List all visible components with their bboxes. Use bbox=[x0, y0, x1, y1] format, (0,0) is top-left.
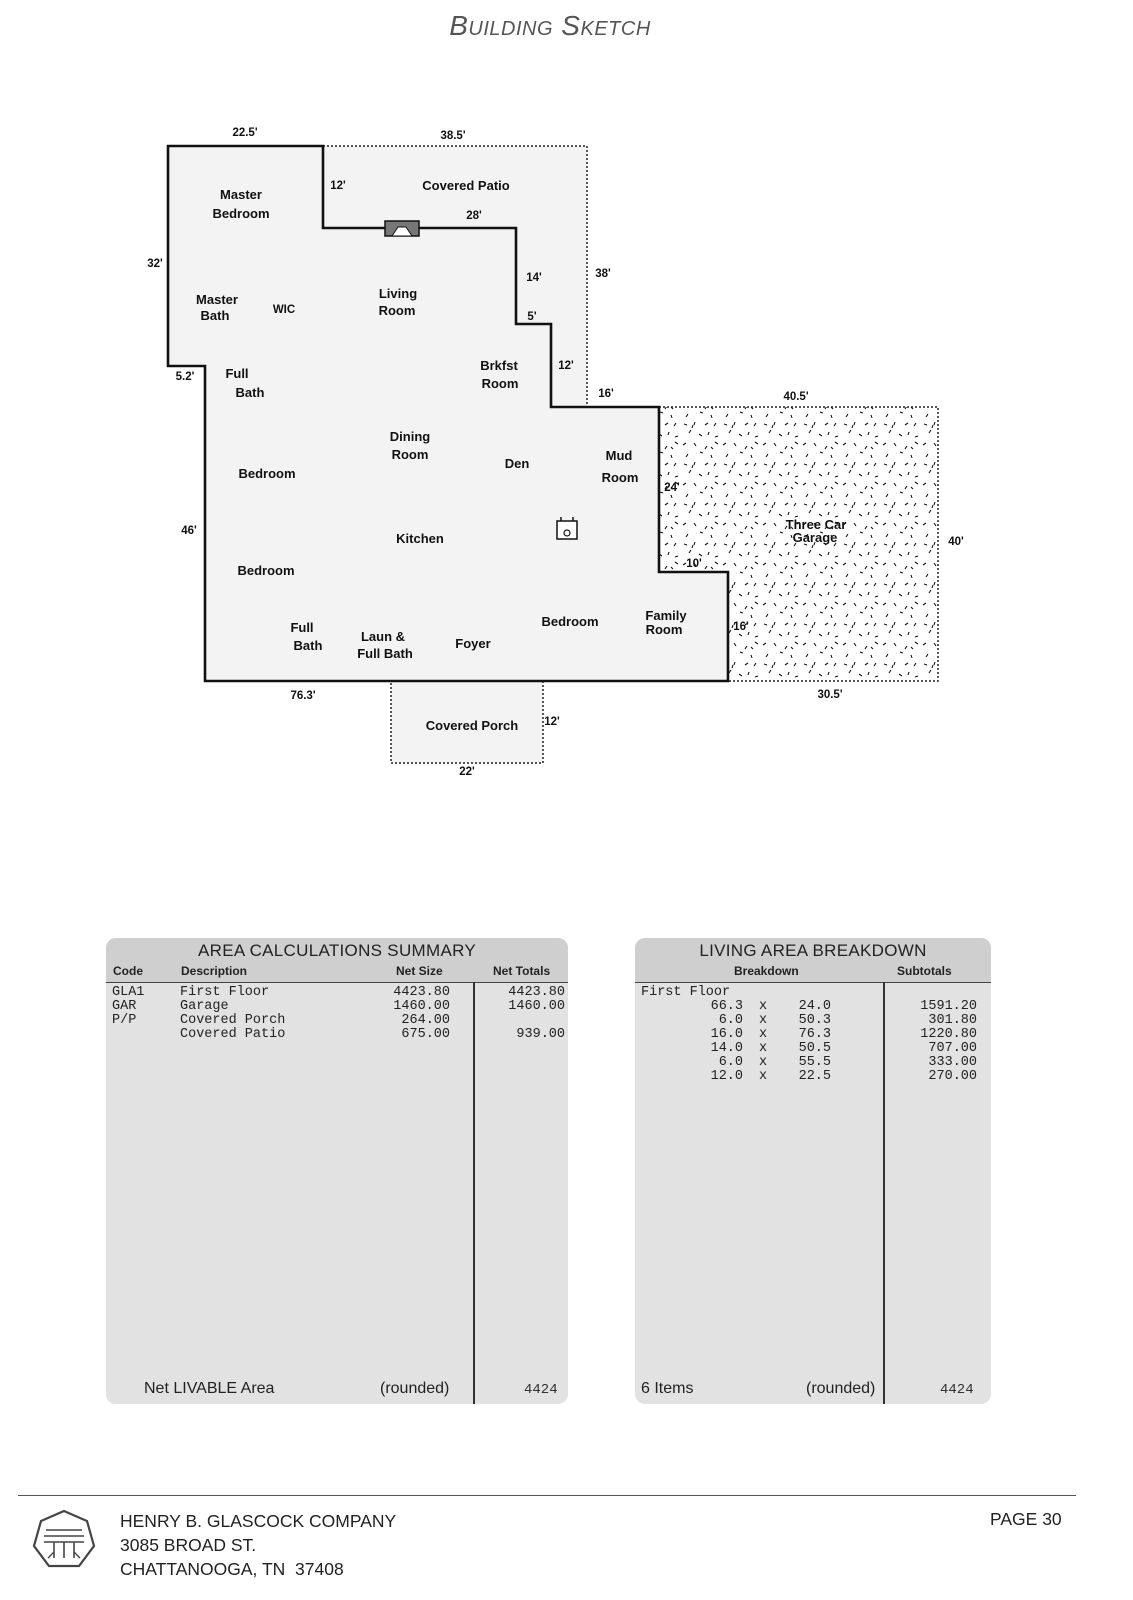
dimension-label: 12' bbox=[558, 360, 574, 372]
rounded-label: (rounded) bbox=[806, 1380, 876, 1397]
table-row bbox=[106, 986, 568, 1000]
room-label: Full bbox=[290, 620, 314, 635]
row-a: 14.0 bbox=[710, 1041, 743, 1056]
area-calculations-panel bbox=[106, 938, 568, 1404]
row-b: 24.0 bbox=[798, 999, 831, 1014]
row-a: 66.3 bbox=[710, 999, 743, 1014]
table-row bbox=[106, 1014, 568, 1028]
room-label: Full Bath bbox=[357, 646, 413, 661]
row-x: x bbox=[759, 1055, 768, 1070]
room-label: Bedroom bbox=[212, 206, 270, 221]
area-calculations-title: AREA CALCULATIONS SUMMARY bbox=[198, 941, 476, 960]
table-row bbox=[106, 1028, 568, 1042]
dimension-label: 12' bbox=[544, 716, 560, 728]
room-label: Full bbox=[225, 366, 249, 381]
dimension-label: 10' bbox=[686, 558, 702, 570]
dimension-label: 16' bbox=[733, 621, 749, 633]
row-x: x bbox=[759, 1069, 768, 1084]
dimension-label: 16' bbox=[598, 388, 614, 400]
room-label: Bedroom bbox=[237, 563, 295, 578]
room-label: Bath bbox=[235, 385, 265, 400]
col-code: Code bbox=[113, 964, 143, 978]
row-a: 16.0 bbox=[710, 1027, 743, 1042]
row-net-total: 4423.80 bbox=[508, 985, 565, 1000]
area-calculations-header bbox=[106, 938, 568, 983]
table-row bbox=[106, 1000, 568, 1014]
row-net-size: 675.00 bbox=[401, 1027, 450, 1042]
dimension-label: 46' bbox=[181, 525, 197, 537]
dimension-label: 22.5' bbox=[232, 127, 258, 139]
row-net-total: 939.00 bbox=[516, 1027, 565, 1042]
table-row bbox=[635, 1028, 991, 1042]
table-row bbox=[635, 1056, 991, 1070]
row-a: 6.0 bbox=[718, 1013, 743, 1028]
row-description: First Floor bbox=[180, 985, 270, 1000]
col-subtotals: Subtotals bbox=[897, 964, 952, 978]
room-label: Kitchen bbox=[396, 531, 444, 546]
room-label: Bedroom bbox=[541, 614, 599, 629]
row-net-size: 264.00 bbox=[401, 1013, 450, 1028]
table-row bbox=[635, 1000, 991, 1014]
room-label: Covered Patio bbox=[422, 178, 510, 193]
living-area-value: 4424 bbox=[940, 1382, 974, 1398]
living-area-title: LIVING AREA BREAKDOWN bbox=[699, 941, 927, 960]
room-label: Bath bbox=[293, 638, 323, 653]
room-label: Garage bbox=[792, 530, 838, 545]
dimension-label: 32' bbox=[147, 258, 163, 270]
room-label: Mud bbox=[605, 448, 633, 463]
row-subtotal: 1591.20 bbox=[920, 999, 977, 1014]
room-label: Den bbox=[504, 456, 530, 471]
col-description: Description bbox=[181, 964, 248, 978]
table-row bbox=[635, 1014, 991, 1028]
dimension-label: 28' bbox=[466, 210, 482, 222]
dimension-label: 5' bbox=[527, 311, 537, 323]
living-area-panel bbox=[635, 938, 991, 1404]
room-label: Master bbox=[196, 292, 238, 307]
row-code: GAR bbox=[112, 999, 137, 1014]
room-label: Room bbox=[481, 376, 519, 391]
room-label: Master bbox=[220, 187, 262, 202]
row-code: GLA1 bbox=[112, 985, 145, 1000]
room-label: Dining bbox=[389, 429, 431, 444]
row-b: 22.5 bbox=[798, 1069, 831, 1084]
row-x: x bbox=[759, 999, 768, 1014]
company-street: 3085 BROAD ST. bbox=[120, 1535, 257, 1555]
dimension-label: 5.2' bbox=[175, 371, 195, 383]
row-x: x bbox=[759, 1041, 768, 1056]
row-description: Covered Porch bbox=[180, 1013, 286, 1028]
page-title-text: Building Sketch bbox=[449, 10, 651, 41]
company-name: HENRY B. GLASCOCK COMPANY bbox=[120, 1511, 397, 1531]
row-description: Covered Patio bbox=[180, 1027, 286, 1042]
row-a: 6.0 bbox=[718, 1055, 743, 1070]
room-label: Covered Porch bbox=[425, 718, 519, 733]
row-net-size: 1460.00 bbox=[393, 999, 450, 1014]
room-label: Bedroom bbox=[238, 466, 296, 481]
row-subtotal: 1220.80 bbox=[920, 1027, 977, 1042]
col-net-totals: Net Totals bbox=[493, 964, 551, 978]
row-x: x bbox=[759, 1013, 768, 1028]
row-x: x bbox=[759, 1027, 768, 1042]
room-label: Room bbox=[378, 303, 416, 318]
table-row bbox=[635, 1070, 991, 1084]
room-label: Family bbox=[645, 608, 687, 623]
row-net-total: 1460.00 bbox=[508, 999, 565, 1014]
items-count: 6 Items bbox=[641, 1380, 694, 1397]
row-code: P/P bbox=[112, 1013, 137, 1028]
dimension-label: 38' bbox=[595, 268, 611, 280]
room-label: Three Car bbox=[785, 517, 847, 532]
dimension-label: 22' bbox=[459, 766, 475, 778]
net-livable-value: 4424 bbox=[524, 1382, 558, 1398]
room-label: Bath bbox=[200, 308, 230, 323]
net-livable-label: Net LIVABLE Area bbox=[144, 1380, 275, 1397]
company-city: CHATTANOOGA, TN 37408 bbox=[120, 1559, 344, 1579]
col-net-size: Net Size bbox=[396, 964, 443, 978]
room-label: WIC bbox=[272, 304, 296, 316]
room-label: Brkfst bbox=[480, 358, 518, 373]
section-label: First Floor bbox=[641, 985, 731, 1000]
row-net-size: 4423.80 bbox=[393, 985, 450, 1000]
page-number: PAGE 30 bbox=[990, 1509, 1062, 1529]
fireplace-icon bbox=[385, 221, 419, 236]
row-a: 12.0 bbox=[710, 1069, 743, 1084]
water-heater-icon bbox=[557, 517, 577, 539]
dimension-label: 40.5' bbox=[783, 391, 809, 403]
room-label: Room bbox=[601, 470, 639, 485]
rounded-label: (rounded) bbox=[380, 1380, 450, 1397]
row-b: 50.3 bbox=[798, 1013, 831, 1028]
row-b: 50.5 bbox=[798, 1041, 831, 1056]
dimension-label: 38.5' bbox=[440, 130, 466, 142]
room-label: Living bbox=[378, 286, 418, 301]
col-breakdown: Breakdown bbox=[734, 964, 799, 978]
living-area-header bbox=[635, 938, 991, 983]
dimension-label: 14' bbox=[526, 272, 542, 284]
dimension-label: 30.5' bbox=[817, 689, 843, 701]
dimension-label: 24' bbox=[664, 482, 680, 494]
company-address bbox=[120, 1509, 396, 1581]
table-row bbox=[635, 1042, 991, 1056]
row-b: 76.3 bbox=[798, 1027, 831, 1042]
company-logo-icon bbox=[32, 1508, 96, 1572]
room-label: Foyer bbox=[455, 636, 491, 651]
row-b: 55.5 bbox=[798, 1055, 831, 1070]
row-subtotal: 707.00 bbox=[928, 1041, 977, 1056]
footer-divider bbox=[18, 1495, 1076, 1496]
dimension-label: 76.3' bbox=[290, 690, 316, 702]
dimension-label: 40' bbox=[948, 536, 964, 548]
room-label: Laun & bbox=[360, 629, 406, 644]
section-row bbox=[635, 986, 991, 1000]
row-subtotal: 333.00 bbox=[928, 1055, 977, 1070]
row-description: Garage bbox=[180, 999, 229, 1014]
row-subtotal: 270.00 bbox=[928, 1069, 977, 1084]
column-divider bbox=[473, 982, 475, 1404]
room-label: Room bbox=[645, 622, 683, 637]
room-label: Room bbox=[391, 447, 429, 462]
dimension-label: 12' bbox=[330, 180, 346, 192]
row-subtotal: 301.80 bbox=[928, 1013, 977, 1028]
